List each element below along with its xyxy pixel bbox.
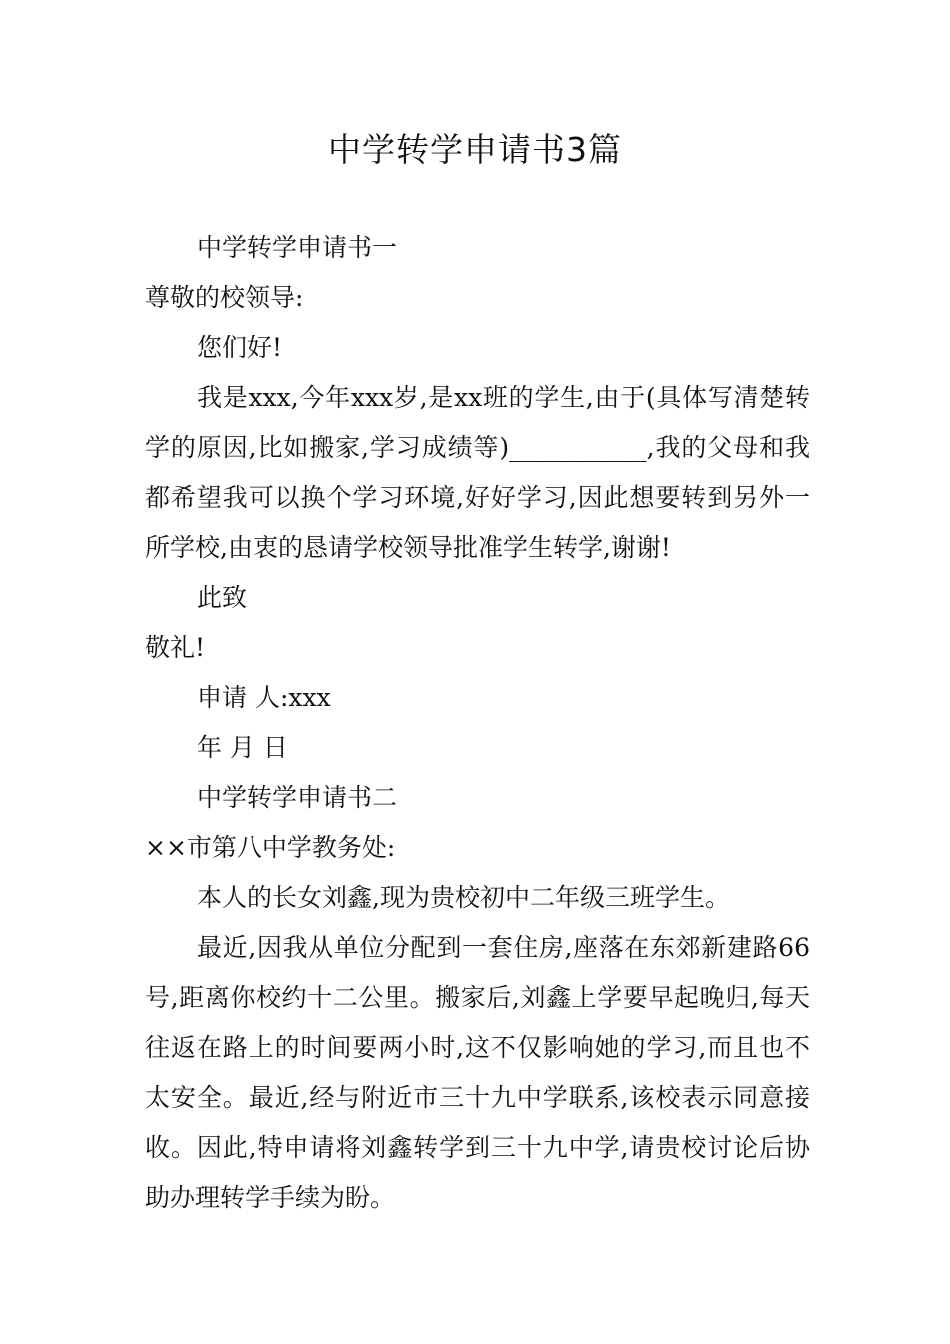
document-title: 中学转学申请书3篇 [328, 130, 622, 169]
date-line: 年 月 日 [197, 733, 288, 762]
body-paragraph: 最近,因我从单位分配到一套住房,座落在东郊新建路66号,距离你校约十二公里。搬家后,刘鑫上学要早起晚归,每天往返在路上的时间要两小时,这不仅影响她的学习,而且也不太安全。最近,经与附近市三十九中学联系,该校表示同意接收。因此,特申请将刘鑫转学到三十九中学,请贵校讨论后协助办理转学手续为盼。 [145, 933, 810, 1212]
section-heading-2: 中学转学申请书二 [197, 783, 398, 812]
salutation: 尊敬的校领导: [145, 283, 304, 312]
applicant-line: 申请 人:xxx [197, 683, 331, 712]
closing-line: 此致 [197, 583, 248, 612]
document-body [145, 223, 810, 1223]
body-paragraph: 我是xxx,今年xxx岁,是xx班的学生,由于(具体写清楚转学的原因,比如搬家,学习成绩等)___________,我的父母和我都希望我可以换个学习环境,好好学习,因此想要转到另外一所学校,由衷的恳请学校领导批准学生转学,谢谢! [145, 383, 810, 562]
recipient-line: ××市第八中学教务处: [145, 833, 396, 862]
section-heading-1: 中学转学申请书一 [197, 233, 398, 262]
closing-salute: 敬礼! [145, 633, 206, 662]
body-paragraph: 本人的长女刘鑫,现为贵校初中二年级三班学生。 [197, 883, 730, 912]
greeting: 您们好! [197, 333, 283, 362]
